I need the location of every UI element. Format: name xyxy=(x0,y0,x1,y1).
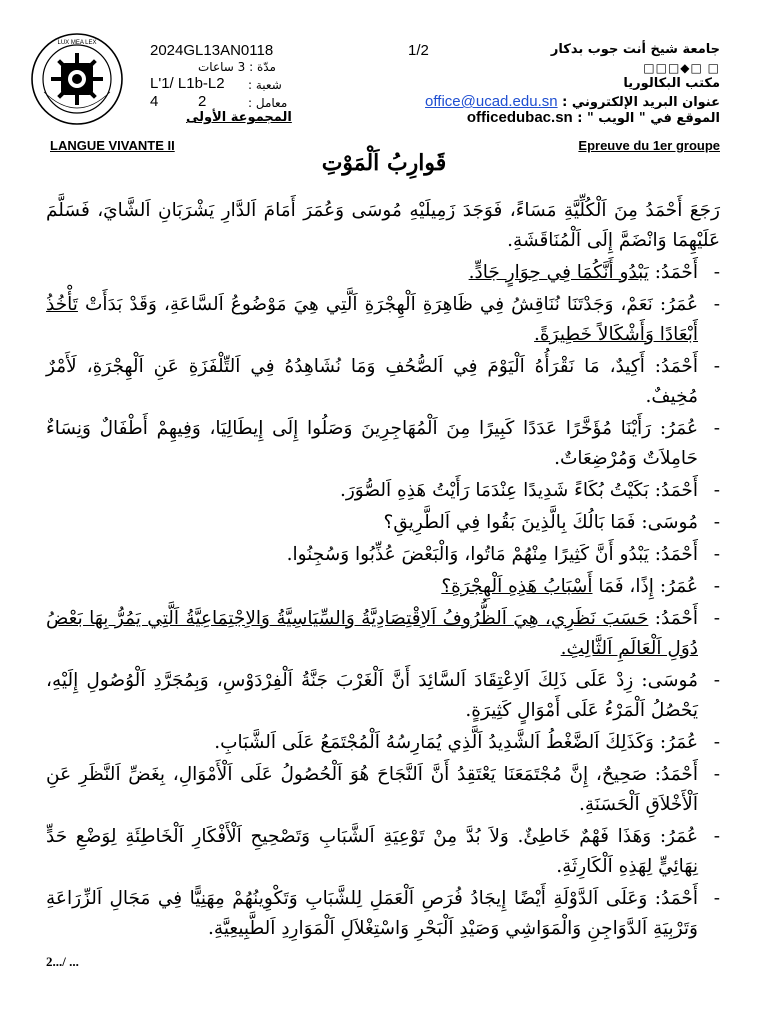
document-title: قَوارِبُ اَلْمَوْتِ xyxy=(321,150,447,176)
list-dash: - xyxy=(713,888,720,909)
list-dash: - xyxy=(713,544,720,565)
speaker-name: أَحْمَدُ: xyxy=(654,480,698,501)
dialogue-line xyxy=(46,572,720,602)
speaker-name: أَحْمَدُ: xyxy=(654,356,698,377)
list-dash: - xyxy=(713,608,720,629)
list-dash: - xyxy=(713,764,720,785)
dialogue-line xyxy=(46,414,720,474)
list-dash: - xyxy=(713,826,720,847)
line-text: زِدْ عَلَى ذَلِكَ اَلاِعْتِقَادَ اَلسَّائِدَ أَنَّ اَلْغَرْبَ جَنَّةُ اَلْفِرْدَوْسِ، وَبِمُجَرَّدِ اَلْوُصُولِ إِلَيْهِ، يَحْصُلُ اَلْمَرْءُ عَلَى أَمْوَالٍ كَثِيرَةٍ. xyxy=(46,670,698,721)
line-text: فَمَا بَالُكَ بِالَّذِينَ بَقُوا فِي اَلطَّرِيقِ؟ xyxy=(383,512,636,533)
line-text: أَكِيدٌ، مَا نَقْرَأُهُ اَلْيَوْمَ فِي اَلصُّحُفِ وَمَا نُشَاهِدُهُ فِي اَلتِّلْفَزَةِ عَنِ اَلْهِجْرَةِ، لَأَمْرٌ مُخِيفٌ. xyxy=(46,356,698,407)
list-dash: - xyxy=(713,294,720,315)
underlined-text: حَسَبَ نَظَرِي، هِيَ اَلظُّرُوفُ اَلاِقْتِصَادِيَّةُ وَالسِّيَاسِيَّةُ وَالاِجْتِمَاعِيَّةُ اَلَّتِي يَمُرُّ بِهَا بَعْضُ دُوَلِ اَلْعَالَمِ اَلثَّالِثِ. xyxy=(46,608,698,659)
exam-round-label: Epreuve du 1er groupe xyxy=(578,138,720,153)
university-seal-logo xyxy=(30,32,124,126)
speaker-name: أَحْمَدُ: xyxy=(654,262,698,283)
speaker-name: عُمَرُ: xyxy=(659,418,698,439)
list-dash: - xyxy=(713,356,720,377)
list-dash: - xyxy=(713,576,720,597)
series-row xyxy=(150,75,290,95)
coefficient-label: معامل : xyxy=(248,96,288,110)
dialogue-line xyxy=(46,508,720,538)
dialogue-line xyxy=(46,728,720,758)
series-value: L'1/ L1b-L2 xyxy=(150,75,225,92)
coefficient-value-2: 2 xyxy=(198,93,207,110)
dialogue-list xyxy=(46,258,720,944)
dialogue-line xyxy=(46,258,720,288)
subject-label: LANGUE VIVANTE II xyxy=(50,138,175,153)
exam-group: المجموعة الأولى xyxy=(186,110,292,125)
website-value: officedubac.sn xyxy=(466,109,573,126)
dialogue-line xyxy=(46,666,720,726)
svg-text:LUX MEA LEX: LUX MEA LEX xyxy=(57,40,97,46)
email-row xyxy=(425,93,720,110)
line-text: صَحِيحٌ، إِنَّ مُجْتَمَعَنَا يَعْتَقِدُ أَنَّ اَلنَّجَاحَ هُوَ اَلْحُصُولُ عَلَى اَلْأَمْوَالِ، بِغَضِّ اَلنَّظَرِ عَنِ اَلْأَخْلاَقِ اَلْحَسَنَةِ. xyxy=(46,764,698,815)
line-text: يَبْدُو أَنَّ كَثِيرًا مِنْهُمْ مَاتُوا، وَالْبَعْضَ عُذِّبُوا وَسُجِنُوا. xyxy=(286,544,649,565)
speaker-name: أَحْمَدُ: xyxy=(654,764,698,785)
coefficient-value-1: 4 xyxy=(150,93,159,110)
dialogue-line xyxy=(46,476,720,506)
dialogue-line xyxy=(46,540,720,570)
underlined-text: أَسْبَابُ هَذِهِ اَلْهِجْرَةِ؟ xyxy=(441,576,593,597)
speaker-name: أَحْمَدُ: xyxy=(654,544,698,565)
speaker-name: عُمَرُ: xyxy=(659,576,698,597)
university-name: جامعة شيخ أنت جوب بدكار xyxy=(550,42,720,57)
list-dash: - xyxy=(713,512,720,533)
office-name: مكتب البكالوريا xyxy=(623,76,720,91)
line-text: وَكَذَلِكَ اَلضَّغْطُ اَلشَّدِيدُ اَلَّذِي يُمَارِسُهُ اَلْمُجْتَمَعُ عَلَى اَلشَّبَابِ. xyxy=(214,732,654,753)
list-dash: - xyxy=(713,670,720,691)
website-label: الموقع في " الويب " : xyxy=(577,111,720,126)
list-dash: - xyxy=(713,732,720,753)
speaker-name: عُمَرُ: xyxy=(659,826,698,847)
page-continuation: 2.../ ... xyxy=(46,954,79,969)
dialogue-line xyxy=(46,352,720,412)
line-text: نَعَمْ، وَجَدْتَنَا نُنَاقِشُ فِي ظَاهِرَةِ اَلْهِجْرَةِ اَلَّتِي هِيَ مَوْضُوعُ اَلسَّاعَةِ، وَقَدْ بَدَأَتْ xyxy=(77,294,653,315)
website-row xyxy=(467,109,720,126)
speaker-name: مُوسَى: xyxy=(641,512,698,533)
speaker-name: عُمَرُ: xyxy=(659,294,698,315)
line-text: وَعَلَى اَلدَّوْلَةِ أَيْضًا إِيجَادُ فُرَصِ اَلْعَمَلِ لِلشَّبَابِ وَتَكْوِينُهُمْ مِهَنِيًّا فِي مَجَالِ اَلزِّرَاعَةِ وَتَرْبِيَةِ اَلدَّوَاجِنِ وَالْمَوَاشِي وَصَيْدِ اَلْبَحْرِ وَاسْتِغْلاَلِ اَلْمَوَارِدِ اَلطَّبِيعِيَّةِ. xyxy=(46,888,698,939)
speaker-name: أَحْمَدُ: xyxy=(654,888,698,909)
dialogue-line xyxy=(46,822,720,882)
speaker-name: أَحْمَدُ: xyxy=(654,608,698,629)
page-indicator: 1/2 xyxy=(408,42,429,59)
email-label: عنوان البريد الإلكتروني : xyxy=(562,95,720,110)
dialogue-line xyxy=(46,604,720,664)
underlined-text: تَأْخُذُ أَبْعَادًا وَأَشْكَالاً خَطِيرَةً. xyxy=(46,294,698,345)
dialogue-line xyxy=(46,884,720,944)
decorative-marks: □□□◆□ □ xyxy=(643,61,720,75)
list-dash: - xyxy=(713,418,720,439)
email-link[interactable]: office@ucad.edu.sn xyxy=(425,93,558,110)
speaker-name: مُوسَى: xyxy=(641,670,698,691)
speaker-name: عُمَرُ: xyxy=(659,732,698,753)
dialogue-text xyxy=(46,196,720,946)
exam-duration: مدّة : 3 ساعات xyxy=(198,60,276,74)
intro-paragraph: رَجَعَ أَحْمَدُ مِنَ اَلْكُلِّيَّةِ مَسَاءً، فَوَجَدَ زَمِيلَيْهِ مُوسَى وَعُمَرَ أَمَامَ اَلدَّارِ يَشْرَبَانِ اَلشَّايَ، فَسَلَّمَ عَلَيْهِمَا وَانْضَمَّ إِلَى اَلْمُنَاقَشَةِ. xyxy=(46,200,720,251)
line-text: بَكَيْتُ بُكَاءً شَدِيدًا عِنْدَمَا رَأَيْتُ هَذِهِ اَلصُّوَرَ. xyxy=(339,480,649,501)
list-dash: - xyxy=(713,262,720,283)
list-dash: - xyxy=(713,480,720,501)
dialogue-line xyxy=(46,760,720,820)
series-label: شعبة : xyxy=(248,78,282,92)
line-text: وَهَذَا فَهْمٌ خَاطِئٌ. وَلاَ بُدَّ مِنْ تَوْعِيَةِ اَلشَّبَابِ وَتَصْحِيحِ اَلْأَفْكَارِ اَلْخَاطِئَةِ لِوَضْعِ حَدٍّ نِهَائِيٍّ لِهَذِهِ اَلْكَارِثَةِ. xyxy=(46,826,698,877)
line-text: رَأَيْنَا مُؤَخَّرًا عَدَدًا كَبِيرًا مِنَ اَلْمُهَاجِرِينَ وَصَلُوا إِلَى إِيطَالِيَا، وَفِيهِمْ أَطْفَالٌ وَنِسَاءٌ حَامِلاَتٌ وَمُرْضِعَاتٌ. xyxy=(46,418,698,469)
underlined-text: يَبْدُو أَنَّكُمَا فِي حِوَارٍ جَادٍّ. xyxy=(468,262,649,283)
line-text: إِذًا، فَمَا xyxy=(592,576,654,597)
dialogue-line xyxy=(46,290,720,350)
exam-code: 2024GL13AN0118 xyxy=(150,42,274,59)
